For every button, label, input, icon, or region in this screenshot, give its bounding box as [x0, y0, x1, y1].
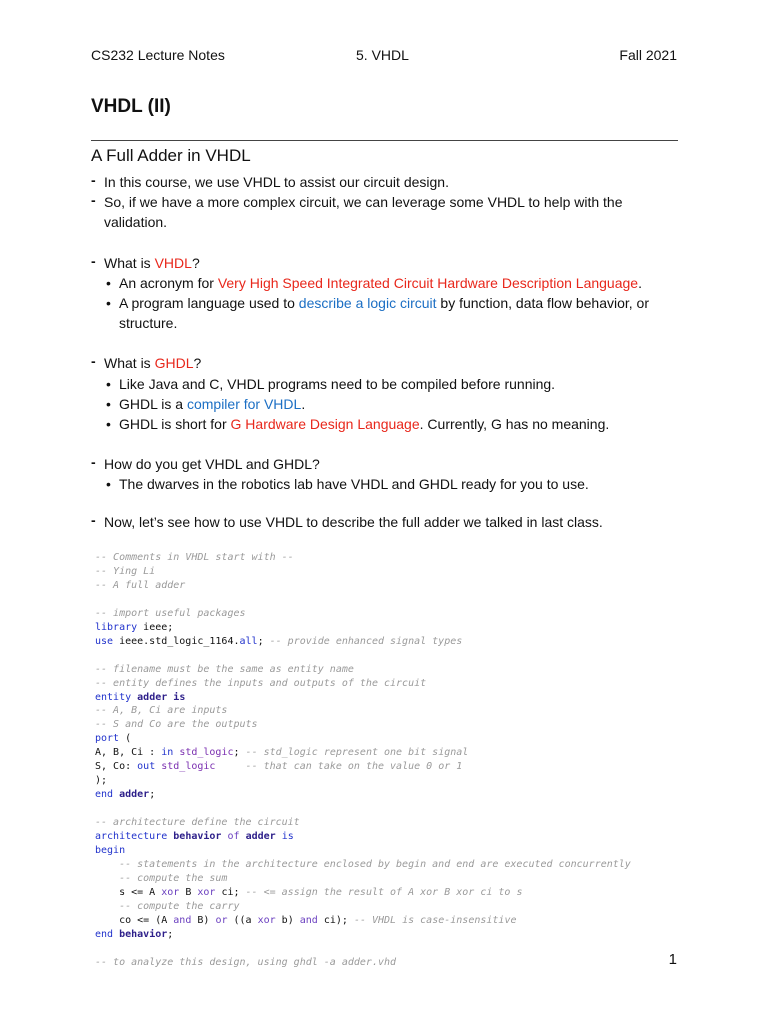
page-title: VHDL (II) — [91, 96, 171, 117]
bullet-item: - So, if we have a more complex circuit, we can leverage some VHDL to help with the validation. — [91, 192, 681, 232]
code-name: adder — [137, 691, 168, 703]
code-text: ; — [233, 747, 246, 759]
term-vhdl: VHDL — [154, 254, 192, 271]
code-keyword: end — [95, 928, 114, 940]
code-comment: -- entity defines the inputs and outputs of the circuit — [95, 677, 427, 689]
header-term: Fall 2021 — [619, 47, 677, 63]
code-operator: or — [215, 914, 228, 926]
code-text: ieee.std_logic_1164. — [113, 635, 240, 647]
code-text: ci; — [215, 886, 246, 898]
code-text: ((a — [227, 914, 258, 926]
code-keyword: entity — [95, 691, 132, 703]
code-comment: -- import useful packages — [95, 607, 246, 619]
bullet-item: - In this course, we use VHDL to assist our circuit design. — [91, 172, 681, 192]
term-compiler: compiler for VHDL — [186, 395, 302, 412]
code-text: ; — [257, 635, 270, 647]
section-title: A Full Adder in VHDL — [91, 146, 251, 165]
code-keyword: in — [161, 747, 174, 759]
term-describe: describe a logic circuit — [298, 295, 437, 312]
code-operator: xor — [197, 886, 216, 898]
code-comment: -- filename must be the same as entity name — [95, 663, 354, 675]
code-comment: -- to analyze this design, using ghdl -a adder.vhd — [95, 956, 397, 968]
code-text: co <= (A — [95, 914, 174, 926]
code-comment: -- provide enhanced signal types — [269, 635, 463, 647]
code-text: ieee; — [137, 621, 174, 633]
code-text: ci); — [317, 914, 354, 926]
code-comment: -- compute the carry — [95, 900, 240, 912]
title-divider — [91, 140, 678, 141]
code-name: behavior — [173, 831, 222, 843]
code-name: behavior — [119, 928, 168, 940]
code-text: ( — [119, 733, 132, 745]
code-keyword: library — [95, 621, 138, 633]
code-type: std_logic — [179, 747, 234, 759]
code-keyword: begin — [95, 845, 126, 857]
code-text: ; — [167, 928, 174, 940]
term-g-language: G Hardware Design Language — [230, 416, 420, 433]
vhdl-code-block — [95, 551, 631, 970]
code-operator: xor — [257, 914, 276, 926]
code-keyword: is — [173, 691, 186, 703]
code-text: ); — [95, 775, 108, 787]
sub-bullet-item: • Like Java and C, VHDL programs need to be compiled before running. — [91, 374, 681, 394]
code-text: B) — [191, 914, 216, 926]
code-comment: -- Ying Li — [95, 565, 156, 577]
sub-bullet-item: • GHDL is short for G Hardware Design Language. Currently, G has no meaning. — [91, 414, 681, 434]
code-comment: -- compute the sum — [95, 872, 228, 884]
bullet-item: - How do you get VHDL and GHDL? — [91, 454, 681, 474]
code-comment: -- A full adder — [95, 579, 186, 591]
sub-bullet-item: • A program language used to describe a logic circuit by function, data flow behavior, or structure. — [91, 293, 681, 333]
page-number: 1 — [668, 951, 677, 968]
code-text: S, Co: — [95, 761, 138, 773]
bullet-item: - What is GHDL? — [91, 353, 681, 373]
code-keyword: end — [95, 789, 114, 801]
code-text: b) — [275, 914, 300, 926]
sub-bullet-item: • The dwarves in the robotics lab have VHDL and GHDL ready for you to use. — [91, 474, 681, 494]
code-comment: -- Comments in VHDL start with -- — [95, 552, 294, 563]
code-comment: -- architecture define the circuit — [95, 817, 300, 829]
code-keyword: port — [95, 733, 120, 745]
code-comment: -- A, B, Ci are inputs — [95, 705, 228, 717]
code-keyword: all — [239, 635, 258, 647]
code-keyword: use — [95, 635, 114, 647]
code-keyword: of — [227, 831, 240, 843]
sub-bullet-item: • An acronym for Very High Speed Integrated Circuit Hardware Description Language. — [91, 273, 681, 293]
header-chapter: 5. VHDL — [356, 47, 409, 63]
term-ghdl: GHDL — [154, 355, 194, 372]
code-comment: -- that can take on the value 0 or 1 — [245, 761, 463, 773]
code-text: s <= A — [95, 886, 162, 898]
code-comment: -- <= assign the result of A xor B xor ci to s — [245, 886, 523, 898]
code-operator: xor — [161, 886, 180, 898]
code-text: ; — [149, 789, 156, 801]
code-text: A, B, Ci : — [95, 747, 162, 759]
header-course: CS232 Lecture Notes — [91, 47, 225, 63]
code-operator: and — [173, 914, 192, 926]
code-comment: -- statements in the architecture enclosed by begin and end are executed concurrently — [95, 858, 631, 870]
sub-bullet-item: • GHDL is a compiler for VHDL. — [91, 394, 681, 414]
code-type: std_logic — [161, 761, 216, 773]
bullet-item: - Now, let’s see how to use VHDL to describe the full adder we talked in last class. — [91, 512, 681, 532]
term-acronym: Very High Speed Integrated Circuit Hardware Description Language — [217, 274, 639, 291]
code-keyword: is — [281, 831, 294, 843]
code-name: adder — [119, 789, 150, 801]
code-text: B — [179, 886, 198, 898]
code-comment: -- VHDL is case-insensitive — [353, 914, 517, 926]
bullet-item: - What is VHDL? — [91, 253, 681, 273]
code-name: adder — [245, 831, 276, 843]
code-comment: -- std_logic represent one bit signal — [245, 747, 469, 759]
code-keyword: out — [137, 761, 156, 773]
code-keyword: architecture — [95, 831, 168, 843]
code-comment: -- S and Co are the outputs — [95, 719, 258, 731]
bullet-list — [91, 172, 681, 532]
code-operator: and — [299, 914, 318, 926]
